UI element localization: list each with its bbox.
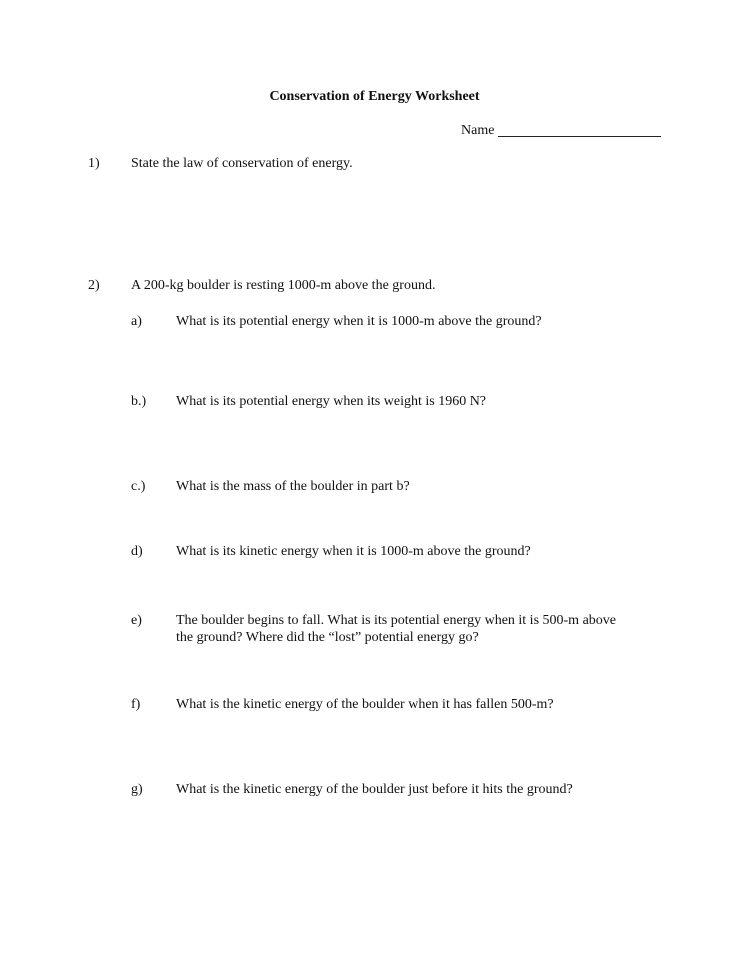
part-c-label: c.) xyxy=(131,479,146,494)
part-b-label: b.) xyxy=(131,394,147,409)
part-e-label: e) xyxy=(131,613,142,628)
question-1-number: 1) xyxy=(88,156,100,171)
question-2-number: 2) xyxy=(88,278,100,293)
part-f-text: What is the kinetic energy of the boulder when it has fallen 500-m? xyxy=(176,697,554,712)
part-e-text-line2: the ground? Where did the “lost” potential energy go? xyxy=(176,630,479,645)
part-d-text: What is its kinetic energy when it is 1000-m above the ground? xyxy=(176,544,531,559)
name-blank-line[interactable] xyxy=(498,136,661,137)
part-d-label: d) xyxy=(131,544,143,559)
name-label: Name xyxy=(461,123,495,138)
question-1-text: State the law of conservation of energy. xyxy=(131,156,353,171)
part-g-label: g) xyxy=(131,782,143,797)
part-a-label: a) xyxy=(131,314,142,329)
page-title: Conservation of Energy Worksheet xyxy=(269,89,480,104)
part-a-text: What is its potential energy when it is 1000-m above the ground? xyxy=(176,314,542,329)
part-f-label: f) xyxy=(131,697,141,712)
part-b-text: What is its potential energy when its weight is 1960 N? xyxy=(176,394,487,409)
part-e-text: The boulder begins to fall. What is its potential energy when it is 500-m above xyxy=(176,613,617,628)
part-g-text: What is the kinetic energy of the boulder just before it hits the ground? xyxy=(176,782,573,797)
question-2-text: A 200-kg boulder is resting 1000-m above the ground. xyxy=(131,278,436,293)
part-c-text: What is the mass of the boulder in part b? xyxy=(176,479,410,494)
